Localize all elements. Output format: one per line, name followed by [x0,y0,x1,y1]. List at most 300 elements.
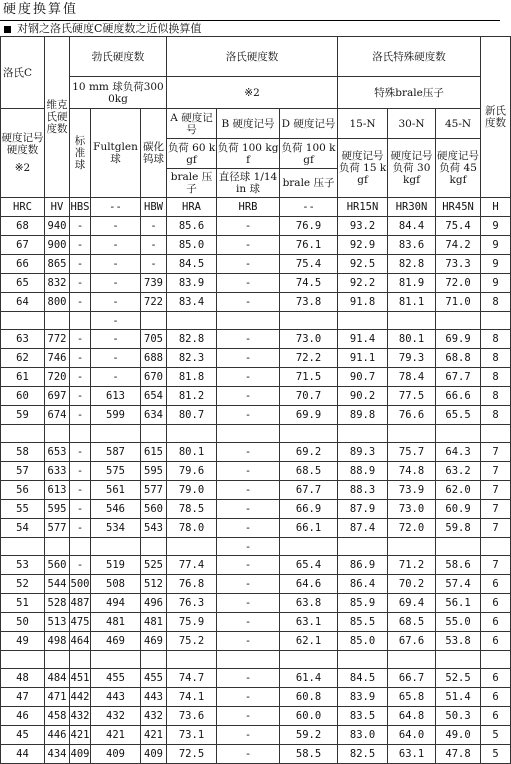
table-cell: 87.4 [338,519,388,538]
table-cell: 739 [141,274,167,293]
unit-cell: HRC [1,198,45,217]
table-cell: 83.5 [338,707,388,726]
unit-cell: HRA [167,198,217,217]
table-cell: 455 [141,669,167,688]
table-cell: 63.8 [280,594,338,613]
table-cell: 446 [45,726,70,745]
table-row [1,387,511,406]
table-cell: 5 [481,745,511,764]
header-b-load: 负荷 100 kgf [217,139,280,169]
table-cell: 66.7 [388,669,436,688]
table-cell: 84.5 [167,255,217,274]
table-cell: 69.2 [280,443,338,462]
table-cell: - [70,481,91,500]
table-cell: 75.7 [388,443,436,462]
table-cell: 92.9 [338,236,388,255]
table-cell: 8 [481,330,511,349]
table-cell [167,651,217,669]
table-cell: 64.0 [388,726,436,745]
header-rockwell: 洛氏硬度数 [167,37,338,77]
table-cell: 88.3 [338,481,388,500]
table-cell: 8 [481,387,511,406]
table-row [1,688,511,707]
table-cell: - [70,519,91,538]
table-cell: 82.3 [167,349,217,368]
table-cell: 60.0 [280,707,338,726]
table-cell: 79.6 [167,462,217,481]
table-cell: 82.8 [167,330,217,349]
table-cell: 65.4 [280,556,338,575]
header-brinell: 勃氏硬度数 [70,37,167,77]
table-cell: - [70,500,91,519]
unit-cell: HBW [141,198,167,217]
table-cell: 79.0 [167,481,217,500]
table-cell: 75.9 [167,613,217,632]
table-cell: 615 [141,443,167,462]
table-cell [481,538,511,556]
table-cell: 60.8 [280,688,338,707]
table-cell [167,425,217,443]
table-row [1,519,511,538]
header-std-ball: 标准球 [70,109,91,198]
table-cell: 543 [141,519,167,538]
table-cell: 409 [91,745,141,764]
table-cell: 64.6 [280,575,338,594]
table-cell: 66 [1,255,45,274]
table-cell: - [91,312,141,330]
table-cell: 654 [141,387,167,406]
table-row [1,556,511,575]
table-row [1,406,511,425]
table-cell: 7 [481,443,511,462]
table-cell: 7 [481,500,511,519]
table-cell: 9 [481,217,511,236]
table-cell: 47 [1,688,45,707]
table-cell: 73.1 [167,726,217,745]
unit-cell: HBS [70,198,91,217]
spacer-row [1,538,511,556]
bullet-square-icon [4,26,11,33]
table-cell [45,651,70,669]
table-cell: 55.0 [436,613,481,632]
table-row [1,443,511,462]
table-cell [436,425,481,443]
table-cell: 47.8 [436,745,481,764]
table-cell: 5 [481,726,511,745]
table-cell: 66.9 [280,500,338,519]
table-cell: 7 [481,519,511,538]
table-cell: 83.4 [167,293,217,312]
table-cell: 67 [1,236,45,255]
table-cell: 85.5 [338,613,388,632]
table-cell: 421 [91,726,141,745]
header-30n-desc: 硬度记号负荷 30 kgf [388,139,436,198]
table-cell: 62.1 [280,632,338,651]
table-cell: 48 [1,669,45,688]
table-cell: 91.1 [338,349,388,368]
table-cell: 51.4 [436,688,481,707]
table-cell: - [217,406,280,425]
table-cell: - [91,330,141,349]
table-cell: 800 [45,293,70,312]
table-cell: 513 [45,613,70,632]
table-cell [70,425,91,443]
table-cell: 70.2 [388,575,436,594]
table-cell: 86.9 [338,556,388,575]
table-cell: 81.9 [388,274,436,293]
table-cell: 496 [141,594,167,613]
table-cell: 432 [70,707,91,726]
table-cell: 75.4 [436,217,481,236]
subtitle-text: 对钢之洛氏硬度C硬度数之近似换算值 [17,22,202,35]
table-cell: 434 [45,745,70,764]
table-cell: 72.5 [167,745,217,764]
table-cell: 46 [1,707,45,726]
table-cell: 443 [141,688,167,707]
table-cell: 50.3 [436,707,481,726]
table-row [1,255,511,274]
table-cell: 471 [45,688,70,707]
table-cell: - [70,330,91,349]
table-cell: 72.0 [436,274,481,293]
table-cell: 469 [91,632,141,651]
table-cell: - [70,255,91,274]
table-cell: - [217,443,280,462]
table-row [1,669,511,688]
table-cell: 64.3 [436,443,481,462]
table-cell: 481 [141,613,167,632]
table-cell: 82.8 [388,255,436,274]
table-cell: 61 [1,368,45,387]
table-cell: - [217,613,280,632]
table-cell: 56 [1,481,45,500]
table-cell: 575 [91,462,141,481]
header-45n: 45-N [436,109,481,139]
table-cell: 64.8 [388,707,436,726]
table-cell: 9 [481,274,511,293]
table-cell: - [91,236,141,255]
table-cell [141,312,167,330]
table-cell: 653 [45,443,70,462]
table-cell: 76.1 [280,236,338,255]
table-cell: 634 [141,406,167,425]
table-cell: 85.0 [167,236,217,255]
table-row [1,217,511,236]
table-cell: 6 [481,594,511,613]
table-cell: 443 [91,688,141,707]
table-row [1,613,511,632]
table-cell: 59.2 [280,726,338,745]
table-cell: 74.8 [388,462,436,481]
table-cell [338,651,388,669]
table-cell [481,425,511,443]
table-cell: 69.4 [388,594,436,613]
table-cell: 71.0 [436,293,481,312]
table-cell [388,651,436,669]
table-cell: 599 [91,406,141,425]
table-cell [167,312,217,330]
table-row [1,745,511,764]
table-cell: 587 [91,443,141,462]
header-carbide: 碳化钨球 [141,109,167,198]
table-cell: 75.4 [280,255,338,274]
table-cell: 49 [1,632,45,651]
table-cell: 7 [481,481,511,500]
table-cell: - [70,368,91,387]
table-cell: 67.7 [436,368,481,387]
unit-cell: HR15N [338,198,388,217]
table-cell [1,538,45,556]
table-cell: - [217,538,280,556]
header-superficial: 洛氏特殊硬度数 [338,37,481,77]
table-cell: 464 [70,632,91,651]
table-cell: 84.4 [388,217,436,236]
table-cell: - [70,406,91,425]
header-a-load: 负荷 60 kgf [167,139,217,169]
table-cell: 89.3 [338,443,388,462]
table-cell: 8 [481,406,511,425]
table-cell: 81.2 [167,387,217,406]
table-cell: 78.4 [388,368,436,387]
header-d-scale: D 硬度记号 [280,109,338,139]
table-cell: 81.1 [388,293,436,312]
table-cell: 91.4 [338,330,388,349]
table-cell [280,312,338,330]
table-cell: 65 [1,274,45,293]
table-cell: 68.5 [388,613,436,632]
table-cell: 534 [91,519,141,538]
table-cell: 458 [45,707,70,726]
table-cell: 73.9 [388,481,436,500]
table-row [1,575,511,594]
table-cell: 432 [91,707,141,726]
table-cell: 65.8 [388,688,436,707]
table-cell: 85.9 [338,594,388,613]
header-15n: 15-N [338,109,388,139]
table-cell: 73.0 [388,500,436,519]
table-cell: - [70,349,91,368]
table-cell: - [217,669,280,688]
table-cell: 7 [481,462,511,481]
table-cell: 7 [481,556,511,575]
table-cell: 451 [70,669,91,688]
table-cell: 88.9 [338,462,388,481]
table-cell: 484 [45,669,70,688]
table-cell: 58.6 [436,556,481,575]
table-cell: 6 [481,688,511,707]
table-row [1,632,511,651]
table-cell [338,425,388,443]
table-cell: 560 [45,556,70,575]
table-cell [141,425,167,443]
table-cell: 421 [70,726,91,745]
table-cell: - [217,293,280,312]
table-cell: - [91,368,141,387]
table-cell: - [217,481,280,500]
table-cell: 87.9 [338,500,388,519]
table-cell: 832 [45,274,70,293]
table-cell [217,425,280,443]
table-cell: - [217,594,280,613]
table-cell: 487 [70,594,91,613]
table-cell: - [217,745,280,764]
table-cell: 6 [481,632,511,651]
header-last-col: 新氏度数 [481,37,511,198]
table-cell [280,425,338,443]
table-cell: 58.5 [280,745,338,764]
table-cell: 577 [141,481,167,500]
table-cell: 432 [141,707,167,726]
table-cell: 74.7 [167,669,217,688]
table-row [1,330,511,349]
table-cell: 54 [1,519,45,538]
table-cell: 6 [481,707,511,726]
table-cell: 519 [91,556,141,575]
table-subtitle [0,21,500,36]
table-cell: 409 [141,745,167,764]
table-cell: 76.3 [167,594,217,613]
table-cell: 82.5 [338,745,388,764]
table-cell: 90.7 [338,368,388,387]
table-cell: 72.0 [388,519,436,538]
table-cell [388,312,436,330]
table-cell [217,312,280,330]
table-cell: - [217,236,280,255]
table-cell: 57.4 [436,575,481,594]
table-cell: 55 [1,500,45,519]
table-row [1,726,511,745]
table-cell: 674 [45,406,70,425]
header-brinell-sub: 10 mm 球负荷3000kg [70,77,167,109]
table-cell: 71.2 [388,556,436,575]
table-cell: 73.0 [280,330,338,349]
table-cell: 80.1 [388,330,436,349]
table-cell: 63.1 [388,745,436,764]
table-cell: 613 [45,481,70,500]
table-cell: - [70,387,91,406]
table-cell: 70.7 [280,387,338,406]
table-cell: - [91,274,141,293]
table-cell: 498 [45,632,70,651]
table-cell: 940 [45,217,70,236]
table-cell: 49.0 [436,726,481,745]
table-cell: 76.9 [280,217,338,236]
table-cell: 61.4 [280,669,338,688]
table-cell: - [217,255,280,274]
table-cell: 670 [141,368,167,387]
table-cell: - [91,293,141,312]
table-cell [91,425,141,443]
table-cell [141,538,167,556]
header-d-load: 负荷 100 kgf [280,139,338,169]
table-cell: 442 [70,688,91,707]
table-cell: 633 [45,462,70,481]
header-d-indenter: brale 压子 [280,169,338,198]
table-cell [280,538,338,556]
table-cell: 81.8 [167,368,217,387]
table-cell: 75.2 [167,632,217,651]
table-cell: 69.9 [436,330,481,349]
table-cell: 544 [45,575,70,594]
unit-cell: HRB [217,198,280,217]
table-cell: 63.1 [280,613,338,632]
table-cell: 865 [45,255,70,274]
page-title: 硬度换算值 [3,2,79,17]
table-cell: 51 [1,594,45,613]
table-cell: 500 [70,575,91,594]
table-cell: 455 [91,669,141,688]
table-row [1,707,511,726]
table-cell [338,538,388,556]
table-cell: 89.8 [338,406,388,425]
table-cell: - [217,688,280,707]
table-cell: 86.4 [338,575,388,594]
table-cell: - [217,462,280,481]
header-rockwell-note: ※2 [167,77,338,109]
table-cell: 53.8 [436,632,481,651]
header-45n-desc: 硬度记号负荷 45 kgf [436,139,481,198]
table-cell: 59 [1,406,45,425]
table-cell: 613 [91,387,141,406]
table-cell [1,651,45,669]
table-cell: 80.7 [167,406,217,425]
table-cell: 91.8 [338,293,388,312]
table-body [1,217,511,764]
table-cell: 68 [1,217,45,236]
table-cell: 44 [1,745,45,764]
table-cell: 58 [1,443,45,462]
table-cell: - [91,349,141,368]
table-cell: 66.1 [280,519,338,538]
table-cell: 8 [481,293,511,312]
table-cell: 78.5 [167,500,217,519]
table-cell: 60.9 [436,500,481,519]
table-cell: 475 [70,613,91,632]
table-cell: 74.2 [436,236,481,255]
hardness-conversion-table [0,36,511,764]
table-cell: 508 [91,575,141,594]
header-superficial-sub: 特殊brale压子 [338,77,481,109]
table-cell: 469 [141,632,167,651]
unit-cell: -- [280,198,338,217]
table-cell: 67.6 [388,632,436,651]
table-cell: 77.5 [388,387,436,406]
table-cell: 74.1 [167,688,217,707]
table-cell: 83.9 [167,274,217,293]
table-cell: 45 [1,726,45,745]
header-vickers: 维克氏硬度数 [45,37,70,198]
header-b-indenter: 直径球 1/14 in 球 [217,169,280,198]
table-cell [1,425,45,443]
table-cell [141,651,167,669]
table-row [1,274,511,293]
table-cell: 8 [481,349,511,368]
table-row [1,293,511,312]
unit-cell: HV [45,198,70,217]
table-row [1,368,511,387]
table-cell: - [217,556,280,575]
table-cell [167,538,217,556]
table-cell [481,651,511,669]
table-cell: 52 [1,575,45,594]
table-row [1,594,511,613]
table-cell [388,538,436,556]
table-cell: - [217,274,280,293]
header-b-scale: B 硬度记号 [217,109,280,139]
table-cell: 83.6 [388,236,436,255]
table-cell: 50 [1,613,45,632]
table-cell [91,651,141,669]
